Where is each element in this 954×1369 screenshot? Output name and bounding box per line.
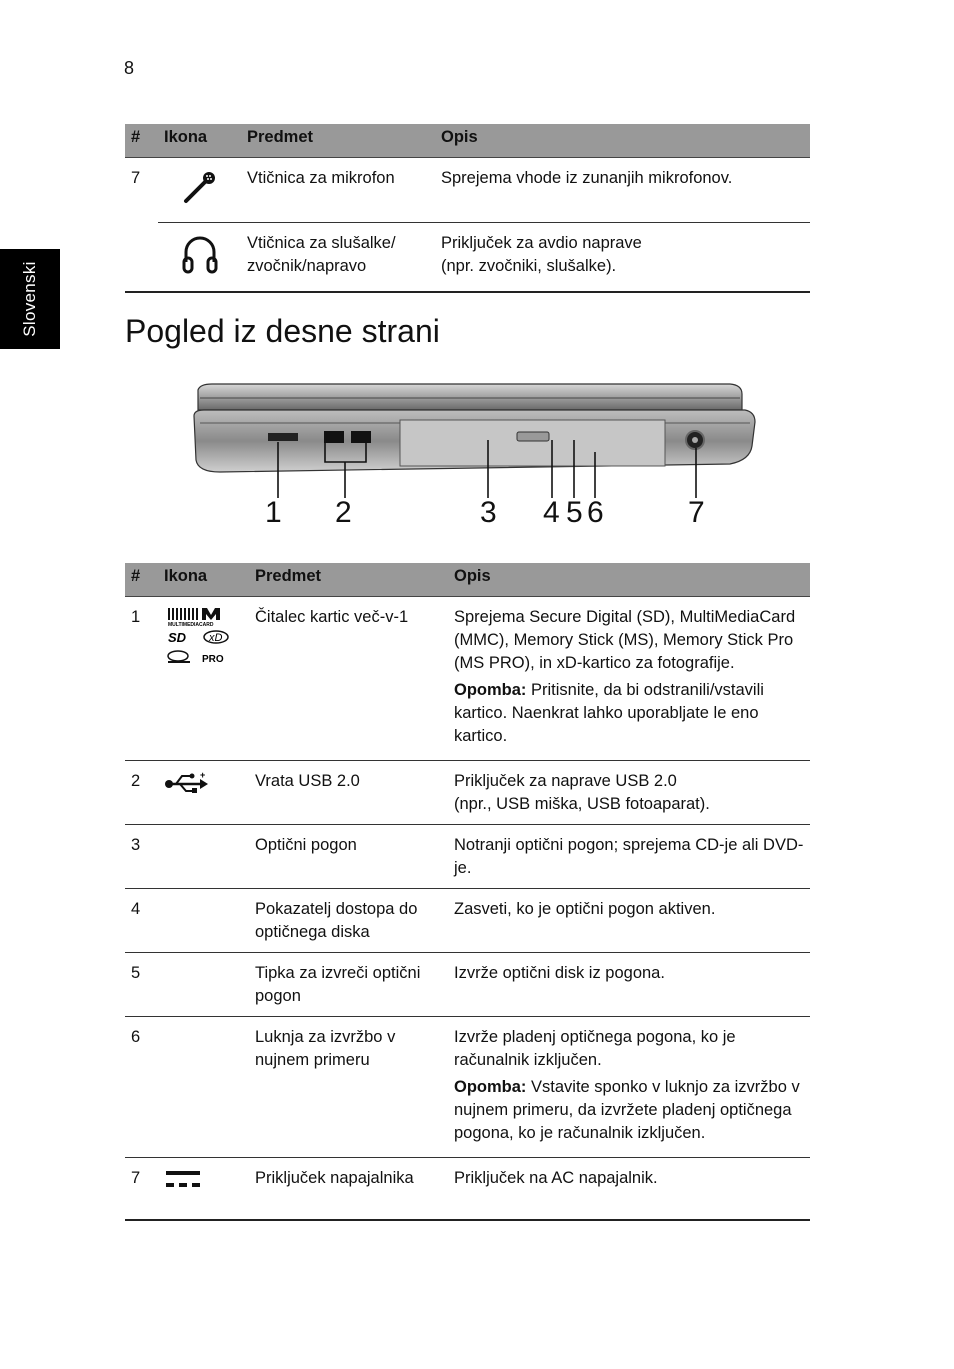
table-row xyxy=(125,223,810,293)
row-desc xyxy=(448,1017,810,1158)
row-num: 5 xyxy=(125,953,158,1017)
callout-number: 6 xyxy=(587,496,604,529)
row-desc: Sprejema vhode iz zunanjih mikrofonov. xyxy=(435,158,810,223)
row-item: Priključek napajalnika xyxy=(249,1158,448,1220)
right-side-ports-table xyxy=(125,563,810,1221)
language-side-tab xyxy=(0,249,60,349)
row-num: 6 xyxy=(125,1017,158,1158)
row-item: Tipka za izvreči optični pogon xyxy=(249,953,448,1017)
row-item: Optični pogon xyxy=(249,825,448,889)
table-row xyxy=(125,761,810,825)
page-number: 8 xyxy=(124,58,135,78)
desc-text: Sprejema Secure Digital (SD), MultiMediaCard (MMC), Memory Stick (MS), Memory Stick Pro (MS PRO), in xD-kartico za fotografije. xyxy=(454,608,796,672)
audio-ports-table xyxy=(125,124,810,293)
header-item: Predmet xyxy=(241,124,435,158)
card-label-pro: PRO xyxy=(202,654,224,665)
row-desc xyxy=(435,223,810,293)
callout-number: 5 xyxy=(566,496,583,529)
row-item: Pokazatelj dostopa do optičnega diska xyxy=(249,889,448,953)
card-label-xd: xD xyxy=(209,632,223,644)
note xyxy=(454,1076,804,1145)
icon-cell xyxy=(158,1158,249,1220)
desc-line: (npr. zvočniki, slušalke). xyxy=(441,257,617,275)
svg-text:+: + xyxy=(200,770,206,780)
desc-line: Priključek za naprave USB 2.0 xyxy=(454,772,677,790)
card-label-mmc: MULTIMEDIACARD xyxy=(168,622,214,628)
icon-cell xyxy=(158,1017,249,1158)
header-desc: Opis xyxy=(448,563,810,597)
side-tab-label: Slovenski xyxy=(20,261,39,337)
table-row xyxy=(125,889,810,953)
callout-number: 2 xyxy=(335,496,352,529)
row-num: 2 xyxy=(125,761,158,825)
icon-cell xyxy=(158,825,249,889)
table-header-row xyxy=(125,563,810,597)
microphone-icon xyxy=(178,167,222,207)
row-item: Čitalec kartic več-v-1 xyxy=(249,597,448,761)
row-num xyxy=(125,223,158,293)
table-row xyxy=(125,1158,810,1220)
table-row xyxy=(125,1017,810,1158)
usb-icon xyxy=(164,770,210,796)
callout-number: 3 xyxy=(480,496,497,529)
note-label: Opomba: xyxy=(454,1078,527,1096)
callout-number: 7 xyxy=(688,496,705,529)
row-item: Vtičnica za mikrofon xyxy=(241,158,435,223)
desc-line: (npr., USB miška, USB fotoaparat). xyxy=(454,795,710,813)
desc-text: Izvrže pladenj optičnega pogona, ko je računalnik izključen. xyxy=(454,1028,736,1069)
callout-number: 1 xyxy=(265,496,282,529)
icon-cell xyxy=(158,953,249,1017)
table-row xyxy=(125,953,810,1017)
header-icon: Ikona xyxy=(158,563,249,597)
row-num: 4 xyxy=(125,889,158,953)
row-num: 3 xyxy=(125,825,158,889)
row-num: 7 xyxy=(131,169,141,187)
table-row xyxy=(125,597,810,761)
header-num: # xyxy=(125,563,158,597)
header-desc: Opis xyxy=(435,124,810,158)
desc-line: Priključek za avdio naprave xyxy=(441,234,642,252)
card-label-sd: SD xyxy=(168,630,187,645)
item-line: Vtičnica za slušalke/ xyxy=(247,234,396,252)
icon-cell xyxy=(158,223,241,293)
row-desc xyxy=(448,597,810,761)
row-desc xyxy=(448,761,810,825)
headphones-icon xyxy=(180,232,220,276)
icon-cell xyxy=(158,761,249,825)
row-desc: Izvrže optični disk iz pogona. xyxy=(448,953,810,1017)
card-reader-icon xyxy=(164,606,230,672)
row-num: 1 xyxy=(125,597,158,761)
icon-cell xyxy=(158,597,249,761)
row-desc: Zasveti, ko je optični pogon aktiven. xyxy=(448,889,810,953)
note-text: Pritisnite, da bi odstranili/vstavili kartico. Naenkrat lahko uporabljate le eno kartico. xyxy=(454,681,764,745)
row-item xyxy=(241,223,435,293)
icon-cell xyxy=(158,889,249,953)
section-title: Pogled iz desne strani xyxy=(125,313,440,349)
row-desc: Priključek na AC napajalnik. xyxy=(448,1158,810,1220)
header-item: Predmet xyxy=(249,563,448,597)
note xyxy=(454,679,804,748)
row-item: Luknja za izvržbo v nujnem primeru xyxy=(249,1017,448,1158)
callout-number: 4 xyxy=(543,496,560,529)
row-item: Vrata USB 2.0 xyxy=(249,761,448,825)
row-num: 7 xyxy=(125,1158,158,1220)
table-row xyxy=(125,825,810,889)
header-icon: Ikona xyxy=(158,124,241,158)
header-num: # xyxy=(125,124,158,158)
icon-cell xyxy=(158,158,241,223)
table-header-row xyxy=(125,124,810,158)
note-text: Vstavite sponko v luknjo za izvržbo v nujnem primeru, da izvržete pladenj optičnega pogona, ko je računalnik izključen. xyxy=(454,1078,800,1142)
dc-power-icon xyxy=(164,1167,204,1193)
note-label: Opomba: xyxy=(454,681,527,699)
item-line: zvočnik/napravo xyxy=(247,257,367,275)
table-row xyxy=(125,158,810,223)
row-desc: Notranji optični pogon; sprejema CD-je ali DVD-je. xyxy=(448,825,810,889)
